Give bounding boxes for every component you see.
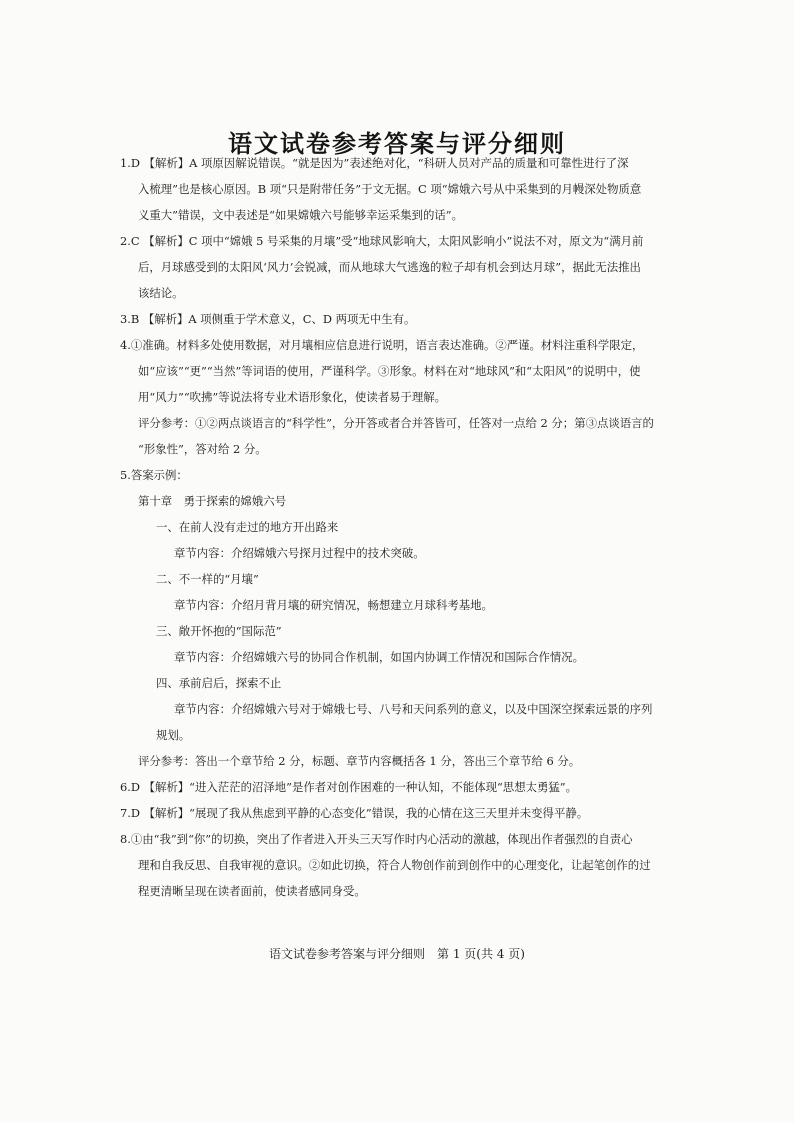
answer-item-4 bbox=[120, 332, 678, 462]
answer-line: 8.①由“我”到“你”的切换，突出了作者进入开头三天写作时内心活动的激越，体现出作者强烈的自责心 bbox=[120, 832, 633, 846]
section-heading: 二、不一样的“月壤” bbox=[156, 572, 259, 586]
answer-line: 4.①准确。材料多处使用数据，对月壤相应信息进行说明，语言表达准确。②严谨。材料注重科学限定， bbox=[120, 338, 644, 352]
page-footer: 语文试卷参考答案与评分细则 第 1 页(共 4 页) bbox=[269, 947, 525, 961]
answer-line: 如“应该”“更”“当然”等词语的使用，严谨科学。③形象。材料在对“地球风”和“太阳风”的说明中，使 bbox=[138, 364, 641, 378]
answer-line: 1.D 【解析】A 项原因解说错误。“就是因为”表述绝对化，“科研人员对产品的质量和可靠性进行了深 bbox=[120, 156, 629, 170]
answer-item-1 bbox=[120, 150, 678, 228]
answer-line: 该结论。 bbox=[138, 286, 184, 300]
page-title: 语文试卷参考答案与评分细则 bbox=[228, 129, 566, 158]
answer-body bbox=[120, 150, 678, 904]
scoring-note: 评分参考：①②两点谈语言的“科学性”，分开答或者合并答皆可，任答对一点给 2 分；第③点谈语言的 bbox=[138, 416, 654, 430]
section-content: 章节内容：介绍嫦娥六号探月过程中的技术突破。 bbox=[174, 546, 425, 560]
answer-line: 入梳理”也是核心原因。B 项“只是附带任务”于文无据。C 项“嫦娥六号从中采集到的月幔深处物质意 bbox=[138, 182, 642, 196]
answer-line: 程更清晰呈现在读者面前，使读者感同身受。 bbox=[138, 884, 366, 898]
answer-line: 6.D 【解析】“进入茫茫的沼泽地”是作者对创作困难的一种认知，不能体现“思想太勇猛”。 bbox=[120, 780, 577, 794]
answer-line: 义重大”错误，文中表述是“如果嫦娥六号能够幸运采集到的话”。 bbox=[138, 208, 464, 222]
chapter-title: 第十章 勇于探索的嫦娥六号 bbox=[138, 494, 287, 508]
answer-item-8 bbox=[120, 826, 678, 904]
answer-line: 用“风力”“吹拂”等说法将专业术语形象化，使读者易于理解。 bbox=[138, 390, 447, 404]
section-content: 章节内容：介绍嫦娥六号的协同合作机制，如国内协调工作情况和国际合作情况。 bbox=[174, 650, 585, 664]
section-content: 章节内容：介绍月背月壤的研究情况，畅想建立月球科考基地。 bbox=[174, 598, 493, 612]
answer-line: 5.答案示例： bbox=[120, 468, 188, 482]
section-content: 章节内容：介绍嫦娥六号对于嫦娥七号、八号和天问系列的意义，以及中国深空探索远景的序列 bbox=[174, 702, 653, 716]
section-content: 规划。 bbox=[156, 728, 191, 742]
answer-line: 后，月球感受到的太阳风‘风力’会锐减，而从地球大气逃逸的粒子却有机会到达月球”，据此无法推出 bbox=[138, 260, 641, 274]
answer-line: 3.B 【解析】A 项侧重于学术意义，C、D 两项无中生有。 bbox=[120, 312, 416, 326]
section-heading: 四、承前启后，探索不止 bbox=[156, 676, 282, 690]
answer-line: 2.C 【解析】C 项中“嫦娥 5 号采集的月壤”受“地球风影响大，太阳风影响小”说法不对，原文为“满月前 bbox=[120, 234, 644, 248]
answer-line: 理和自我反思、自我审视的意识。②如此切换，符合人物创作前到创作中的心理变化，让起笔创作的过 bbox=[138, 858, 651, 872]
answer-item-3 bbox=[120, 306, 678, 332]
section-heading: 三、敞开怀抱的“国际范” bbox=[156, 624, 282, 638]
answer-item-6 bbox=[120, 774, 678, 800]
answer-line: 7.D 【解析】“展现了我从焦虑到平静的心态变化”错误，我的心情在这三天里并未变得平静。 bbox=[120, 806, 589, 820]
answer-item-2 bbox=[120, 228, 678, 306]
answer-item-7 bbox=[120, 800, 678, 826]
answer-item-5 bbox=[120, 462, 678, 488]
section-heading: 一、在前人没有走过的地方开出路来 bbox=[156, 520, 339, 534]
scoring-note: “形象性”，答对给 2 分。 bbox=[138, 442, 267, 456]
scoring-note: 评分参考：答出一个章节给 2 分，标题、章节内容概括各 1 分，答出三个章节给 6 分。 bbox=[138, 754, 581, 768]
